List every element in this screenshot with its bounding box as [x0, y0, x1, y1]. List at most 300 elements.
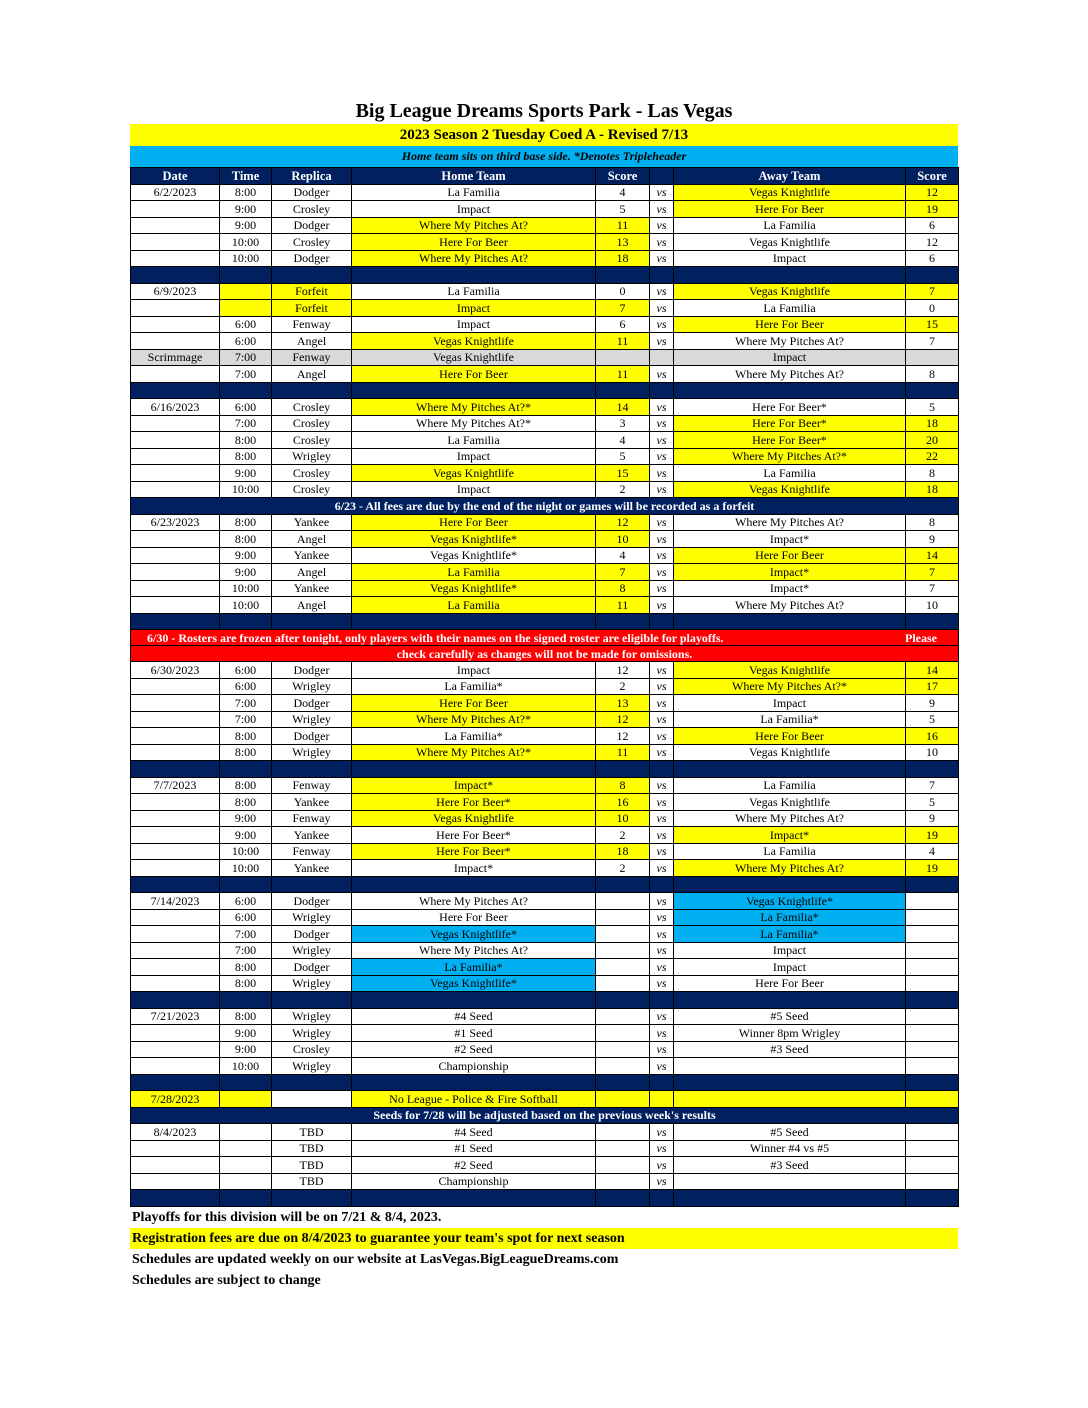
game-replica: Wrigley [272, 448, 352, 465]
game-row [131, 843, 959, 860]
game-replica: Dodger [272, 217, 352, 234]
away-score [906, 975, 959, 992]
game-date [131, 794, 220, 811]
home-team: La Familia [352, 184, 596, 201]
game-date [131, 432, 220, 449]
home-team: Where My Pitches At?* [352, 399, 596, 416]
vs-cell: vs [650, 432, 674, 449]
home-score: 11 [596, 597, 650, 614]
game-home: Vegas Knightlife [352, 349, 596, 366]
away-score: 15 [906, 316, 959, 333]
home-score [596, 893, 650, 910]
game-date: 6/9/2023 [131, 283, 220, 300]
away-team: La Familia [674, 777, 906, 794]
separator-cell [131, 992, 220, 1009]
schedule-body [131, 184, 959, 1206]
game-row [131, 695, 959, 712]
away-score [906, 1041, 959, 1058]
vs-cell: vs [650, 1008, 674, 1025]
home-score: 12 [596, 662, 650, 679]
game-date [131, 366, 220, 383]
schedule-table [130, 167, 959, 1207]
away-score: 9 [906, 695, 959, 712]
separator-cell [674, 1190, 906, 1207]
vs-cell: vs [650, 531, 674, 548]
home-team: #1 Seed [352, 1025, 596, 1042]
game-replica: Dodger [272, 728, 352, 745]
game-date [131, 1025, 220, 1042]
game-row [131, 959, 959, 976]
game-row [131, 1025, 959, 1042]
separator-cell [131, 1074, 220, 1091]
away-team: Vegas Knightlife [674, 794, 906, 811]
away-team: #3 Seed [674, 1041, 906, 1058]
separator-cell [674, 613, 906, 630]
game-date [131, 597, 220, 614]
game-row [131, 415, 959, 432]
vs-cell: vs [650, 580, 674, 597]
vs-cell: vs [650, 1173, 674, 1190]
separator-cell [596, 992, 650, 1009]
away-team: #3 Seed [674, 1157, 906, 1174]
away-score: 5 [906, 399, 959, 416]
away-score: 8 [906, 366, 959, 383]
away-team: Vegas Knightlife [674, 283, 906, 300]
away-team: Winner #4 vs #5 [674, 1140, 906, 1157]
away-score [906, 1157, 959, 1174]
separator-cell [220, 1074, 272, 1091]
game-date [131, 1140, 220, 1157]
vs-cell: vs [650, 201, 674, 218]
game-time: 7:00 [220, 711, 272, 728]
game-row [131, 926, 959, 943]
game-row [131, 564, 959, 581]
vs-cell: vs [650, 448, 674, 465]
game-row [131, 184, 959, 201]
away-score: 14 [906, 662, 959, 679]
vs-cell: vs [650, 283, 674, 300]
home-team: #1 Seed [352, 1140, 596, 1157]
game-time: 8:00 [220, 959, 272, 976]
away-team: Impact* [674, 580, 906, 597]
separator-cell [220, 1190, 272, 1207]
game-replica: Dodger [272, 184, 352, 201]
game-time: 8:00 [220, 531, 272, 548]
home-team: Vegas Knightlife* [352, 547, 596, 564]
home-team: La Familia* [352, 728, 596, 745]
game-date: Scrimmage [131, 349, 220, 366]
game-row [131, 217, 959, 234]
away-team: Where My Pitches At? [674, 366, 906, 383]
away-score: 6 [906, 250, 959, 267]
game-replica: Forfeit [272, 283, 352, 300]
separator-cell [352, 613, 596, 630]
game-row [131, 399, 959, 416]
separator-cell [650, 613, 674, 630]
no-league-row [131, 1091, 959, 1108]
away-score [906, 893, 959, 910]
home-team: La Familia [352, 564, 596, 581]
away-score: 18 [906, 415, 959, 432]
away-team: Vegas Knightlife [674, 481, 906, 498]
home-score: 4 [596, 184, 650, 201]
home-score [596, 926, 650, 943]
home-team: Championship [352, 1173, 596, 1190]
game-row [131, 827, 959, 844]
home-team: Here For Beer [352, 909, 596, 926]
vs-cell: vs [650, 893, 674, 910]
vs-cell: vs [650, 860, 674, 877]
game-date: 6/30/2023 [131, 662, 220, 679]
game-row [131, 531, 959, 548]
away-team: La Familia [674, 843, 906, 860]
game-replica: TBD [272, 1157, 352, 1174]
separator-cell [674, 992, 906, 1009]
game-time [220, 1124, 272, 1141]
away-score: 7 [906, 564, 959, 581]
home-team: Where My Pitches At? [352, 250, 596, 267]
home-score: 14 [596, 399, 650, 416]
game-row [131, 662, 959, 679]
game-time: 7:00 [220, 366, 272, 383]
game-date [131, 942, 220, 959]
home-team: La Familia* [352, 959, 596, 976]
game-replica: Crosley [272, 399, 352, 416]
separator-cell [906, 876, 959, 893]
separator-row [131, 992, 959, 1009]
game-row [131, 1058, 959, 1075]
home-score [596, 1041, 650, 1058]
game-replica: Fenway [272, 777, 352, 794]
game-date [131, 465, 220, 482]
separator-cell [906, 992, 959, 1009]
home-team: Here For Beer [352, 234, 596, 251]
game-replica: Yankee [272, 860, 352, 877]
away-score [906, 942, 959, 959]
vs-cell: vs [650, 942, 674, 959]
game-replica: Crosley [272, 1041, 352, 1058]
away-team: Where My Pitches At? [674, 597, 906, 614]
game-date [131, 810, 220, 827]
game-row [131, 728, 959, 745]
game-time: 9:00 [220, 465, 272, 482]
away-score [906, 1091, 959, 1108]
game-date: 7/28/2023 [131, 1091, 220, 1108]
game-time: 6:00 [220, 662, 272, 679]
game-replica: Angel [272, 366, 352, 383]
vs-cell: vs [650, 695, 674, 712]
header-home-score: Score [596, 168, 650, 185]
away-team [674, 1058, 906, 1075]
vs-cell: vs [650, 711, 674, 728]
home-score: 2 [596, 860, 650, 877]
game-time: 10:00 [220, 481, 272, 498]
away-team: Here For Beer [674, 316, 906, 333]
game-time: 10:00 [220, 1058, 272, 1075]
game-date: 7/21/2023 [131, 1008, 220, 1025]
notice-row [131, 1107, 959, 1124]
away-score: 18 [906, 481, 959, 498]
away-team: Vegas Knightlife [674, 184, 906, 201]
separator-cell [674, 382, 906, 399]
separator-cell [596, 876, 650, 893]
away-score: 9 [906, 810, 959, 827]
away-score: 9 [906, 531, 959, 548]
home-score [596, 1058, 650, 1075]
separator-cell [131, 613, 220, 630]
home-team: Impact* [352, 860, 596, 877]
game-time: 10:00 [220, 234, 272, 251]
home-score [596, 1124, 650, 1141]
vs-cell: vs [650, 1124, 674, 1141]
separator-cell [220, 992, 272, 1009]
home-team: La Familia* [352, 678, 596, 695]
vs-cell: vs [650, 481, 674, 498]
separator-cell [220, 613, 272, 630]
game-replica: Crosley [272, 432, 352, 449]
vs-cell: vs [650, 810, 674, 827]
footer-playoffs: Playoffs for this division will be on 7/21 & 8/4, 2023. [132, 1209, 442, 1225]
game-row [131, 597, 959, 614]
game-date [131, 1058, 220, 1075]
separator-cell [272, 992, 352, 1009]
away-team: Here For Beer [674, 728, 906, 745]
home-team: Where My Pitches At?* [352, 744, 596, 761]
away-score: 12 [906, 184, 959, 201]
notice-text: 6/23 - All fees are due by the end of the night or games will be recorded as a forfeit [131, 498, 959, 515]
separator-cell [272, 761, 352, 778]
home-team: Vegas Knightlife* [352, 580, 596, 597]
home-score [596, 942, 650, 959]
game-replica: Fenway [272, 810, 352, 827]
game-replica: TBD [272, 1124, 352, 1141]
game-date [131, 909, 220, 926]
game-date [131, 250, 220, 267]
away-score: 16 [906, 728, 959, 745]
game-replica: Angel [272, 531, 352, 548]
home-team: Here For Beer* [352, 794, 596, 811]
away-team: Where My Pitches At?* [674, 678, 906, 695]
home-team-note: Home team sits on third base side. *Denotes Tripleheader [130, 146, 958, 167]
home-team: Vegas Knightlife* [352, 531, 596, 548]
separator-cell [272, 1190, 352, 1207]
game-date: 8/4/2023 [131, 1124, 220, 1141]
game-time: 8:00 [220, 794, 272, 811]
home-score: 11 [596, 333, 650, 350]
notice-row [131, 498, 959, 515]
game-row [131, 744, 959, 761]
away-score: 7 [906, 283, 959, 300]
away-score: 7 [906, 580, 959, 597]
home-team: Impact [352, 316, 596, 333]
home-team: Vegas Knightlife [352, 465, 596, 482]
separator-cell [352, 1074, 596, 1091]
game-time: 6:00 [220, 893, 272, 910]
home-score: 13 [596, 234, 650, 251]
home-score: 11 [596, 217, 650, 234]
game-date [131, 695, 220, 712]
away-team: La Familia [674, 465, 906, 482]
home-score: 12 [596, 711, 650, 728]
separator-cell [650, 876, 674, 893]
roster-notice-text [131, 630, 959, 646]
away-team: Vegas Knightlife [674, 744, 906, 761]
away-score: 7 [906, 777, 959, 794]
game-date [131, 564, 220, 581]
header-row [131, 168, 959, 185]
game-row [131, 777, 959, 794]
game-time: 8:00 [220, 777, 272, 794]
away-team: Vegas Knightlife [674, 234, 906, 251]
home-team: Where My Pitches At?* [352, 415, 596, 432]
away-team: Impact [674, 349, 906, 366]
separator-cell [596, 1190, 650, 1207]
game-row [131, 300, 959, 317]
game-date [131, 860, 220, 877]
separator-cell [650, 382, 674, 399]
home-team: #4 Seed [352, 1008, 596, 1025]
home-score: 2 [596, 678, 650, 695]
away-score: 6 [906, 217, 959, 234]
home-team: Vegas Knightlife* [352, 975, 596, 992]
away-team: Here For Beer* [674, 432, 906, 449]
separator-cell [220, 382, 272, 399]
scrimmage-row [131, 349, 959, 366]
home-team: Here For Beer* [352, 843, 596, 860]
vs-cell: vs [650, 744, 674, 761]
separator-cell [650, 992, 674, 1009]
home-score: 3 [596, 415, 650, 432]
home-team: Impact [352, 481, 596, 498]
game-replica: Wrigley [272, 909, 352, 926]
vs-cell: vs [650, 184, 674, 201]
separator-cell [674, 1074, 906, 1091]
game-date: 7/14/2023 [131, 893, 220, 910]
game-date [131, 415, 220, 432]
header-replica: Replica [272, 168, 352, 185]
separator-row [131, 761, 959, 778]
game-date [131, 448, 220, 465]
vs-cell: vs [650, 777, 674, 794]
game-time: 10:00 [220, 250, 272, 267]
game-time [220, 1140, 272, 1157]
game-replica: Fenway [272, 843, 352, 860]
header-home-team: Home Team [352, 168, 596, 185]
separator-cell [906, 761, 959, 778]
home-score: 15 [596, 465, 650, 482]
vs-cell: vs [650, 217, 674, 234]
vs-cell: vs [650, 597, 674, 614]
separator-cell [906, 1074, 959, 1091]
game-time: 10:00 [220, 597, 272, 614]
home-team: Where My Pitches At? [352, 217, 596, 234]
home-score: 7 [596, 300, 650, 317]
vs-cell: vs [650, 250, 674, 267]
away-score: 10 [906, 597, 959, 614]
home-score: 8 [596, 580, 650, 597]
away-team: Where My Pitches At? [674, 514, 906, 531]
game-replica: Crosley [272, 465, 352, 482]
game-date: 6/2/2023 [131, 184, 220, 201]
game-row [131, 810, 959, 827]
game-date [131, 217, 220, 234]
separator-cell [220, 267, 272, 284]
roster-notice-line1: 6/30 - Rosters are frozen after tonight, only players with their names on the signed roster are eligible for playoffs. [147, 630, 724, 645]
header-time: Time [220, 168, 272, 185]
game-time: 10:00 [220, 580, 272, 597]
game-date [131, 531, 220, 548]
game-replica: Crosley [272, 415, 352, 432]
vs-cell: vs [650, 465, 674, 482]
game-time: 8:00 [220, 975, 272, 992]
game-date [131, 711, 220, 728]
away-score [906, 1124, 959, 1141]
vs-cell: vs [650, 300, 674, 317]
separator-cell [220, 876, 272, 893]
game-row [131, 1041, 959, 1058]
home-score [596, 975, 650, 992]
game-date [131, 234, 220, 251]
away-score: 20 [906, 432, 959, 449]
away-score: 8 [906, 465, 959, 482]
game-replica: Angel [272, 333, 352, 350]
away-team [674, 1091, 906, 1108]
away-team: Impact [674, 695, 906, 712]
game-time: 9:00 [220, 217, 272, 234]
home-team: Impact [352, 448, 596, 465]
separator-cell [596, 613, 650, 630]
away-score: 19 [906, 201, 959, 218]
vs-cell: vs [650, 399, 674, 416]
footer-change: Schedules are subject to change [132, 1272, 321, 1288]
game-replica: Fenway [272, 349, 352, 366]
game-replica: Wrigley [272, 975, 352, 992]
game-row [131, 794, 959, 811]
separator-cell [220, 761, 272, 778]
home-score: 5 [596, 448, 650, 465]
separator-cell [131, 1190, 220, 1207]
away-team: Where My Pitches At?* [674, 448, 906, 465]
home-score [596, 909, 650, 926]
away-team: Impact [674, 942, 906, 959]
vs-cell: vs [650, 1140, 674, 1157]
vs-cell: vs [650, 366, 674, 383]
game-row [131, 448, 959, 465]
home-score: 5 [596, 201, 650, 218]
game-row [131, 283, 959, 300]
schedule-page [130, 98, 958, 1291]
separator-cell [272, 382, 352, 399]
header-vs-spacer [650, 168, 674, 185]
separator-row [131, 1190, 959, 1207]
game-row [131, 678, 959, 695]
game-replica: TBD [272, 1173, 352, 1190]
separator-cell [131, 382, 220, 399]
away-team: La Familia [674, 217, 906, 234]
away-team: Here For Beer [674, 975, 906, 992]
game-date [131, 843, 220, 860]
vs-cell: vs [650, 514, 674, 531]
home-score: 7 [596, 564, 650, 581]
home-team: La Familia [352, 597, 596, 614]
game-time [220, 1157, 272, 1174]
game-row [131, 366, 959, 383]
game-row [131, 250, 959, 267]
away-score: 7 [906, 333, 959, 350]
separator-cell [272, 267, 352, 284]
game-time: 8:00 [220, 744, 272, 761]
game-date [131, 959, 220, 976]
